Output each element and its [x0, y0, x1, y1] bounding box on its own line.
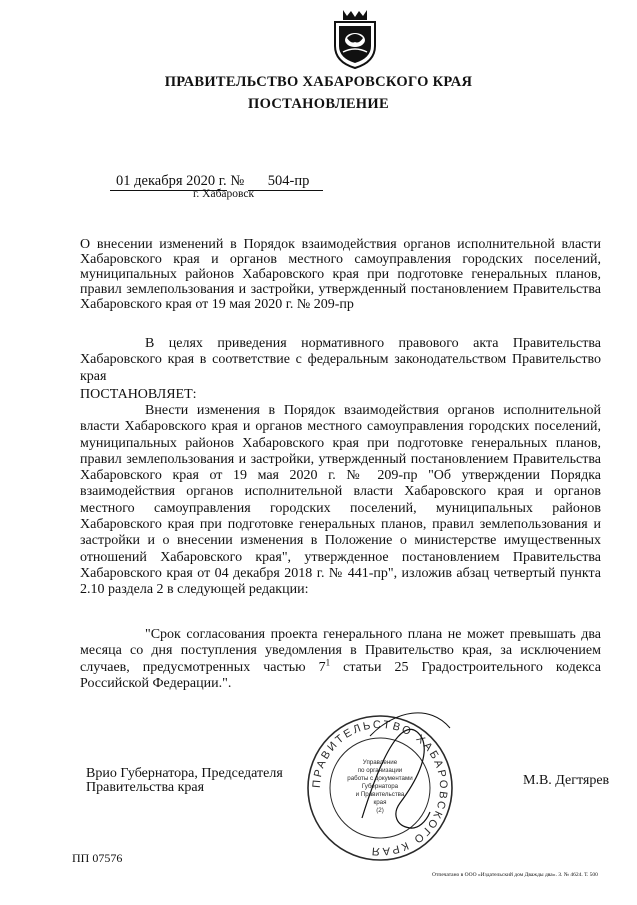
stamp-line-5: и Правительства — [355, 791, 405, 798]
document-number: 504-пр — [248, 173, 324, 191]
stamp-line-3: работы с документами — [347, 775, 413, 782]
document-place: г. Хабаровск — [193, 188, 255, 200]
signer-position-line-2: Правительства края — [86, 780, 205, 795]
quote-text-after: статьи 25 Градостроительного кодекса Российской Федерации.". — [80, 659, 601, 691]
document-subject — [80, 237, 601, 312]
signer-position — [86, 767, 283, 795]
stamp-line-7: (2) — [376, 807, 384, 814]
decree-word: ПОСТАНОВЛЯЕТ: — [80, 387, 197, 402]
stamp-ring-text: ПРАВИТЕЛЬСТВО ХАБАРОВСКОГО КРАЯ — [310, 718, 450, 858]
printer-note: Отпечатано в ООО «Издательский дом Дважды два». З. № 4624. Т. 500 — [432, 872, 598, 878]
signer-position-line-1: Врио Губернатора, Председателя — [86, 766, 283, 781]
document-date: 01 декабря 2020 г. — [110, 173, 227, 191]
document-type-title: ПОСТАНОВЛЕНИЕ — [248, 96, 389, 112]
number-sign: № — [230, 173, 245, 189]
quoted-paragraph — [80, 627, 601, 692]
main-paragraph: Внести изменения в Порядок взаимодействия органов исполнительной власти Хабаровского края и органов местного самоуправления городских поселений, муниципальных районов Хабаровского края при подготовке генеральных планов, правил землепользования и застройки, утвержденный постановлением Правительства Хабаровского края от 19 мая 2020 г. № 209-пр "Об утверждении Порядка взаимодействия органов исполнительной власти Хабаровского края и органов местного самоуправления городских поселений, муниципальных районов Хабаровского края при подготовке генеральных планов, правил землепользования и застройки и о внесении изменения в Положение о министерстве имущественных отношений Хабаровского края", утвержденное постановлением Правительства Хабаровского края от 04 декабря 2018 г. № 441-пр", изложив абзац четвертый пункта 2.10 раздела 2 в следующей редакции: — [80, 403, 601, 598]
official-round-stamp — [300, 708, 460, 868]
stamp-line-4: Губернатора — [361, 783, 399, 790]
quote-superscript: 1 — [325, 656, 331, 667]
coat-of-arms-emblem — [329, 8, 381, 70]
stamp-line-1: Управление — [362, 759, 398, 766]
signer-name: М.В. Дегтярев — [523, 773, 610, 788]
stamp-line-2: по организации — [357, 767, 403, 774]
registration-number: ПП 07576 — [72, 851, 123, 865]
preamble-paragraph: В целях приведения нормативного правового акта Правительства Хабаровского края в соответствие с федеральным законодательством Правительство края — [80, 336, 601, 384]
quote-text-before: "Срок согласования проекта генерального плана не может превышать два месяца со дня поступления уведомления в Правительство края, за исключением случаев, предусмотренных частью 7 — [80, 627, 601, 675]
organization-title: ПРАВИТЕЛЬСТВО ХАБАРОВСКОГО КРАЯ — [164, 74, 473, 90]
subject-text: О внесении изменений в Порядок взаимодействия органов исполнительной власти Хабаровского края и органов местного самоуправления городских поселений, муниципальных районов Хабаровского края при подготовке генеральных планов, правил землепользования и застройки, утвержденный постановлением Правительства Хабаровского края от 19 мая 2020 г. № 209-пр — [80, 237, 601, 312]
stamp-line-6: края — [373, 799, 387, 806]
